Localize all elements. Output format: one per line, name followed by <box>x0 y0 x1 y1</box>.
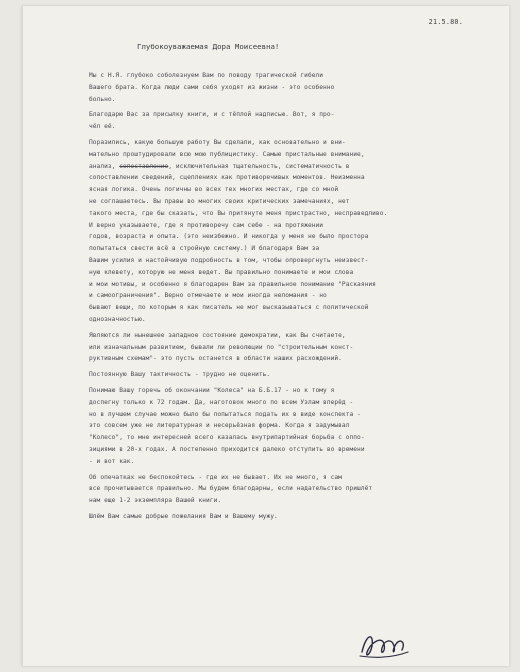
letter-line: все прочитывается правильно. Мы будем благодарны, если надательство пришлёт <box>89 485 373 493</box>
letter-line: Шлём Вам самые добрые пожелания Вам и Вашему мужу. <box>89 512 278 520</box>
letter-line: - и вот как. <box>89 457 135 465</box>
letter-line: Благодарю Вас за присылку книги, и с тёплой надписью. Вот, я про- <box>89 111 335 119</box>
letter-line: Вашим усилия и настойчивую подробность в том, чтобы опровергнуть неизвест- <box>89 256 369 264</box>
letter-line: больно. <box>89 95 116 103</box>
letter-paragraph <box>89 369 489 381</box>
letter-date: 21.5.80. <box>428 18 463 26</box>
letter-line: это совсем уже не литературная и несерьёзная форма. Когда я задумывал <box>89 422 350 430</box>
letter-line: Поразились, какую большую работу Вы сделали, как основательно и вни- <box>89 138 346 146</box>
letter-sheet <box>22 6 509 666</box>
letter-line: не соглашаетесь. Вы правы во многих своих критических замечаниях, нет <box>89 197 350 205</box>
letter-line: однозначностью. <box>89 315 146 323</box>
handwritten-signature <box>356 628 412 662</box>
letter-line: Постоянную Вашу тактичность - трудно не оценить. <box>89 371 271 379</box>
letter-line: или изначальным развитием, бывали ли революции по "строительным конст- <box>89 343 354 351</box>
letter-line: годов, возраста и опыта. (это неизбежно. И никогда у меня не было простора <box>89 233 369 241</box>
letter-line: мательно проштудировали всю мою публицистику. Самые пристальные внимание, <box>89 150 365 158</box>
letter-line: ную клевету, которую не меня ведет. Вы правильно понимаете и мои слова <box>89 268 354 276</box>
letter-line: бывают вещи, по которым я как писатель не мог высказываться с политической <box>89 304 369 312</box>
letter-line: Являются ли нынешнее западное состояние демократии, как Вы считаете, <box>89 331 346 339</box>
letter-line: анализ, сопоставление, исключительная тщательность, систематичность в <box>89 162 350 170</box>
letter-paragraph <box>89 70 489 105</box>
letter-line: ясная логика. Очень логичны во всех тех многих местах, где со мной <box>89 186 339 194</box>
letter-line: чёл её. <box>89 123 116 131</box>
letter-paragraph <box>89 511 489 523</box>
letter-line: но в лучшем случае можно было бы попытаться подать их в виде конспекта - <box>89 410 361 418</box>
letter-line: и самоограничения". Верно отмечаете и мои иногда неломания - но <box>89 292 327 300</box>
letter-paragraph <box>89 137 489 326</box>
letter-line: Об опечатках не беспокойтесь - где их не бывает. Их не много, я сам <box>89 473 342 481</box>
letter-line: зициями в 20-х годах. А постепенно приходится далеко отступить во времени <box>89 445 365 453</box>
letter-line: "Колесо", то мне интересней всего казалась внутрипартийная борьба с оппо- <box>89 434 365 442</box>
letter-line: такого места, где бы сказать, что Вы притянуте меня пристрастно, несправедливо. <box>89 209 388 217</box>
letter-line: Мы с Н.Я. глубоко соболезнуем Вам по поводу трагической гибели <box>89 72 324 79</box>
letter-paragraph <box>89 385 489 468</box>
letter-paragraph <box>89 472 489 507</box>
letter-line: Понимаю Вашу горечь об окончании "Колеса" на Б.Б.17 - но к тому я <box>89 386 335 394</box>
letter-line: И верно указываете, где я противоречу сам себе - на протяжении <box>89 221 324 229</box>
letter-line: попытаться свести всё в стройную систему.) И благодаря Вам за <box>89 245 320 253</box>
salutation: Глубокоуважаемая Дора Моисеевна! <box>137 42 280 51</box>
letter-line: сопоставлении сведений, сцеплениях как противоречивых моментов. Неизменна <box>89 174 365 182</box>
letter-line: нам еще 1-2 экземпляра Вашей книги. <box>89 497 222 505</box>
letter-line: руктивным схемам"- это пусть останется в области наших расхождений. <box>89 355 342 363</box>
letter-body <box>89 70 489 527</box>
letter-line: доспегну только к 72 годам. Да, наготовок много по всем Узлам вперёд - <box>89 398 354 406</box>
letter-paragraph <box>89 109 489 133</box>
letter-paragraph <box>89 330 489 365</box>
letter-line: Вашего брата. Когда люди сами себя уходят из жизни - это особенно <box>89 83 335 91</box>
letter-line: и мои мотивы, и особенно я благодарен Вам за правильное понимание "Раскаяния <box>89 280 376 288</box>
